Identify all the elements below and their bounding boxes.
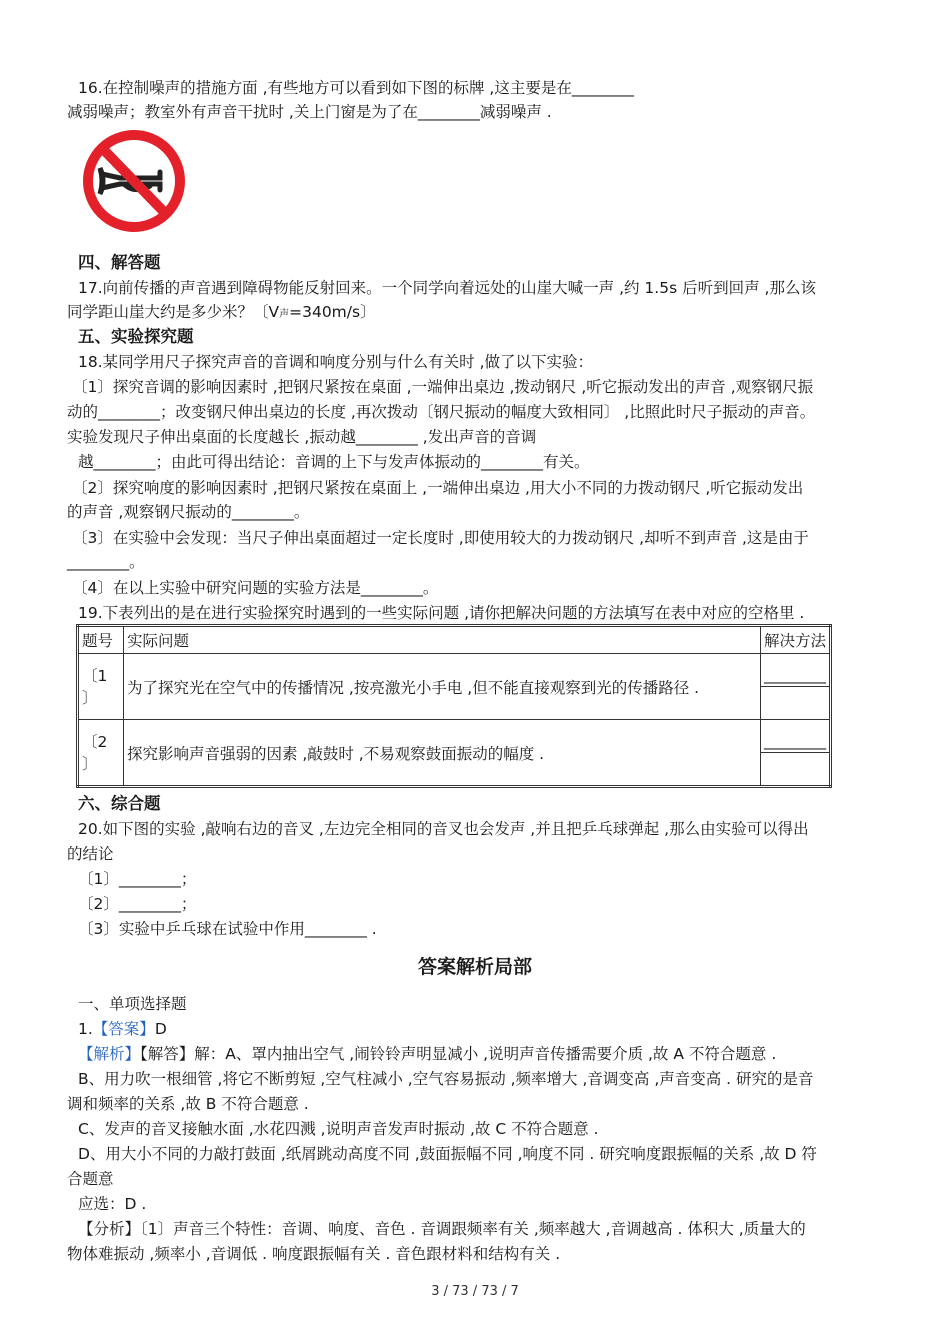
q17-line1: 17.向前传播的声音遇到障碍物能反射回来。一个同学向着远处的山崖大喊一声 ,约 1.5s 后听到回声 ,那么该 xyxy=(78,279,816,297)
table-row xyxy=(78,720,831,753)
no-horn-sign-icon xyxy=(80,128,188,234)
answer-line: C、发声的音叉接触水面 ,水花四溅 ,说明声音发声时振动 ,故 C 不符合题意 . xyxy=(78,1120,599,1138)
row-problem: 为了探究光在空气中的传播情况 ,按亮激光小手电 ,但不能直接观察到光的传播路径 . xyxy=(124,654,761,720)
q18-line: 动的________；改变钢尺伸出桌边的长度 ,再次拨动〔钢尺振动的幅度大致相同〕 ,比照此时尺子振动的声音。 xyxy=(67,403,816,421)
q18-line: 〔1〕探究音调的影响因素时 ,把钢尺紧按在桌面 ,一端伸出桌边 ,拨动钢尺 ,听它振动发出的声音 ,观察钢尺振 xyxy=(72,378,814,396)
q19-intro: 19.下表列出的是在进行实验探究时遇到的一些实际问题 ,请你把解决问题的方法填写在表中对应的空格里 . xyxy=(78,604,805,622)
q18-line: 〔2〕探究响度的影响因素时 ,把钢尺紧按在桌面上 ,一端伸出桌边 ,用大小不同的力拨动钢尺 ,听它振动发出 xyxy=(72,479,804,497)
row-num: 〔2 〕 xyxy=(78,720,124,787)
answer-line: 调和频率的关系 ,故 B 不符合题意 . xyxy=(67,1095,309,1113)
section-6-heading: 六、综合题 xyxy=(78,794,161,813)
answer-line: B、用力吹一根细管 ,将它不断剪短 ,空气柱减小 ,空气容易振动 ,频率增大 ,音调变高 ,声音变高 . 研究的是音 xyxy=(78,1070,814,1088)
row-problem: 探究影响声音强弱的因素 ,敲鼓时 ,不易观察鼓面振动的幅度 . xyxy=(124,720,761,787)
header-answer: 解决方法 xyxy=(761,626,831,654)
q18-line: 〔4〕在以上实验中研究问题的实验方法是________。 xyxy=(72,579,439,597)
answer-1: 1.【答案】D xyxy=(78,1020,167,1038)
section-4-heading: 四、解答题 xyxy=(78,253,161,272)
row-answer[interactable]: ________ xyxy=(761,654,831,687)
answer-line: 应选：D . xyxy=(78,1195,147,1213)
q16-line1: 16.在控制噪声的措施方面 ,有些地方可以看到如下图的标牌 ,这主要是在________ xyxy=(78,79,634,97)
row-answer[interactable]: ________ xyxy=(761,720,831,753)
q17-line2: 同学距山崖大约是多少米？〔V声=340m/s〕 xyxy=(67,303,376,321)
answer-line: 合题意 xyxy=(67,1170,114,1188)
section-5-heading: 五、实验探究题 xyxy=(78,327,194,346)
page-footer: 3 / 73 / 73 / 7 xyxy=(431,1284,519,1299)
q18-line: 〔3〕在实验中会发现：当尺子伸出桌面超过一定长度时 ,即使用较大的力拨动钢尺 ,却听不到声音 ,这是由于 xyxy=(72,529,809,547)
answer-analysis: 【解析】【解答】解：A、罩内抽出空气 ,闹铃铃声明显减小 ,说明声音传播需要介质 ,故 A 不符合题意 . xyxy=(78,1045,777,1063)
row-num: 〔1 〕 xyxy=(78,654,124,720)
q20-line: 〔1〕________； xyxy=(78,870,197,888)
header-problem: 实际问题 xyxy=(124,626,761,654)
q20-line: 的结论 xyxy=(67,845,114,863)
header-num: 题号 xyxy=(78,626,124,654)
table-header-row xyxy=(78,626,831,654)
answer-line: D、用大小不同的力敲打鼓面 ,纸屑跳动高度不同 ,鼓面振幅不同 ,响度不同 . 研究响度跟振幅的关系 ,故 D 符 xyxy=(78,1145,817,1163)
answer-sec1: 一、单项选择题 xyxy=(78,995,187,1013)
answer-section-title: 答案解析局部 xyxy=(417,956,532,978)
q18-line: 越________；由此可得出结论：音调的上下与发声体振动的________有关。 xyxy=(78,453,590,471)
q18-line: ________。 xyxy=(67,553,145,571)
q19-table xyxy=(76,624,832,788)
answer-line: 物体难振动 ,频率小 ,音调低 . 响度跟振幅有关 . 音色跟材料和结构有关 . xyxy=(67,1245,561,1263)
answer-line: 【分析】〔1〕声音三个特性：音调、响度、音色 . 音调跟频率有关 ,频率越大 ,音调越高 . 体积大 ,质量大的 xyxy=(78,1220,806,1238)
q18-line: 实验发现尺子伸出桌面的长度越长 ,振动越________ ,发出声音的音调 xyxy=(67,428,537,446)
row-answer-extra xyxy=(761,753,831,787)
row-answer-extra xyxy=(761,687,831,720)
table-row xyxy=(78,654,831,687)
q16-line2: 减弱噪声；教室外有声音干扰时 ,关上门窗是为了在________减弱噪声 . xyxy=(67,103,552,121)
q20-line: 〔2〕________； xyxy=(78,895,197,913)
q18-line: 18.某同学用尺子探究声音的音调和响度分别与什么有关时 ,做了以下实验： xyxy=(78,353,594,371)
q20-line: 20.如下图的实验 ,敲响右边的音叉 ,左边完全相同的音叉也会发声 ,并且把乒乓球弹起 ,那么由实验可以得出 xyxy=(78,820,809,838)
q20-line: 〔3〕实验中乒乓球在试验中作用________ . xyxy=(78,920,377,938)
q18-line: 的声音 ,观察钢尺振动的________。 xyxy=(67,503,310,521)
